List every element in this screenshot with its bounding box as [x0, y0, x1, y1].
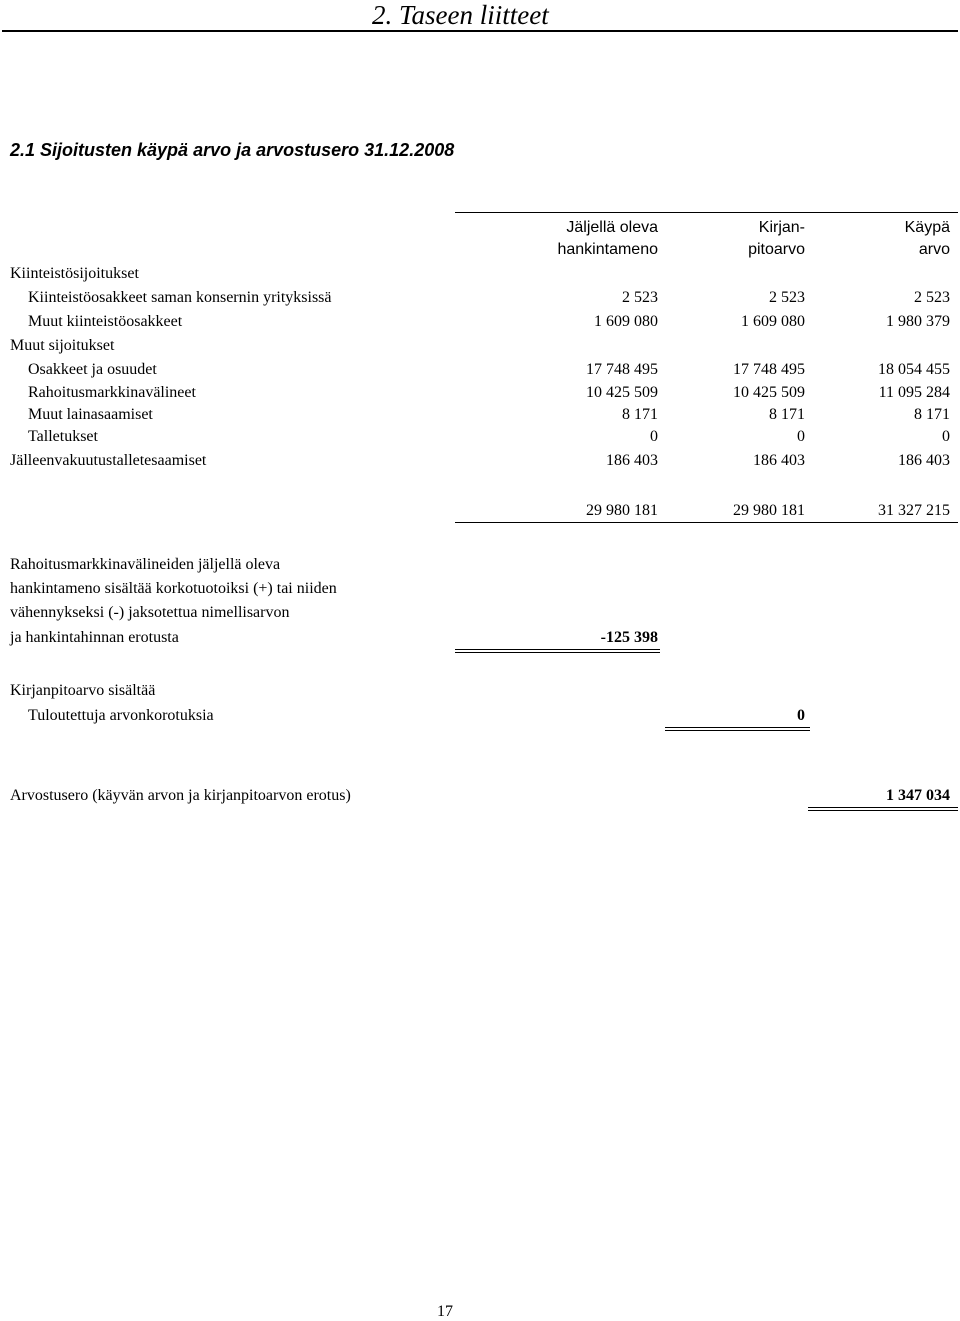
table-row-label: Muut lainasaamiset [28, 406, 153, 423]
note-rahoitus-line: ja hankintahinnan erotusta [10, 629, 179, 646]
table-row-label: Rahoitusmarkkinavälineet [28, 384, 196, 401]
table-row-label: Kiinteistöosakkeet saman konsernin yrityksissä [28, 289, 332, 306]
note-kirjanpito-item-label: Tuloutettuja arvonkorotuksia [28, 707, 214, 724]
totals-underline [455, 522, 958, 523]
section-title: 2.1 Sijoitusten käypä arvo ja arvostusero 31.12.2008 [10, 140, 455, 160]
table-cell-kirjanpitoarvo: 2 523 [769, 289, 805, 306]
note-kirjanpito-item-value: 0 [797, 707, 805, 724]
total-kaypa-arvo: 31 327 215 [878, 502, 950, 519]
column-header-kaypa-arvo [905, 219, 950, 259]
table-cell-kirjanpitoarvo: 186 403 [753, 452, 805, 469]
table-cell-hankintameno: 8 171 [622, 406, 658, 423]
table-row-label: Talletukset [28, 428, 98, 445]
arvostusero-label: Arvostusero (käyvän arvon ja kirjanpitoarvon erotus) [10, 787, 351, 804]
table-row-label: Muut sijoitukset [10, 337, 115, 354]
arvostusero-value: 1 347 034 [886, 787, 950, 804]
note-rahoitus-value: -125 398 [600, 629, 658, 646]
table-cell-kirjanpitoarvo: 17 748 495 [733, 361, 805, 378]
table-cell-hankintameno: 2 523 [622, 289, 658, 306]
column-header-kirjanpitoarvo [748, 219, 805, 259]
table-cell-kirjanpitoarvo: 0 [797, 428, 805, 445]
note-kirjanpito-heading: Kirjanpitoarvo sisältää [10, 682, 156, 699]
column-header-hankintameno [557, 219, 658, 259]
table-cell-hankintameno: 186 403 [606, 452, 658, 469]
table-cell-kirjanpitoarvo: 8 171 [769, 406, 805, 423]
column-header-rule [455, 212, 958, 213]
table-row-label: Jälleenvakuutustalletesaamiset [10, 452, 207, 469]
table-cell-kaypa-arvo: 18 054 455 [878, 361, 950, 378]
note-rahoitus-line: Rahoitusmarkkinavälineiden jäljellä oleva [10, 556, 281, 573]
table-cell-kirjanpitoarvo: 1 609 080 [741, 313, 805, 330]
table-cell-kaypa-arvo: 8 171 [914, 406, 950, 423]
page-number: 17 [437, 1303, 453, 1320]
table-cell-kaypa-arvo: 186 403 [898, 452, 950, 469]
total-kirjanpitoarvo: 29 980 181 [733, 502, 805, 519]
column-header-line2: hankintameno [557, 241, 658, 258]
table-cell-kaypa-arvo: 0 [942, 428, 950, 445]
table-cell-kaypa-arvo: 1 980 379 [886, 313, 950, 330]
arvostusero-double-underline [808, 807, 958, 811]
note-kirjanpito-double-underline [665, 727, 810, 731]
table-cell-kaypa-arvo: 2 523 [914, 289, 950, 306]
table-row-label: Osakkeet ja osuudet [28, 361, 157, 378]
column-header-line2: pitoarvo [748, 241, 805, 258]
table-row-label: Muut kiinteistöosakkeet [28, 313, 183, 330]
column-header-line1: Käypä [904, 219, 950, 236]
column-header-line1: Jäljellä oleva [566, 219, 658, 236]
note-rahoitus-line: vähennykseksi (-) jaksotettua nimellisarvon [10, 604, 290, 621]
table-cell-hankintameno: 0 [650, 428, 658, 445]
table-cell-hankintameno: 1 609 080 [594, 313, 658, 330]
column-header-line2: arvo [918, 241, 950, 258]
table-cell-hankintameno: 17 748 495 [586, 361, 658, 378]
header-rule [2, 30, 958, 32]
total-hankintameno: 29 980 181 [586, 502, 658, 519]
table-cell-hankintameno: 10 425 509 [586, 384, 658, 401]
note-rahoitus-double-underline [455, 649, 660, 653]
page-header-title: 2. Taseen liitteet [372, 0, 549, 30]
table-cell-kirjanpitoarvo: 10 425 509 [733, 384, 805, 401]
note-rahoitus-line: hankintameno sisältää korkotuotoiksi (+) tai niiden [10, 580, 337, 597]
table-row-label: Kiinteistösijoitukset [10, 265, 139, 282]
table-cell-kaypa-arvo: 11 095 284 [878, 384, 950, 401]
column-header-line1: Kirjan- [758, 219, 805, 236]
